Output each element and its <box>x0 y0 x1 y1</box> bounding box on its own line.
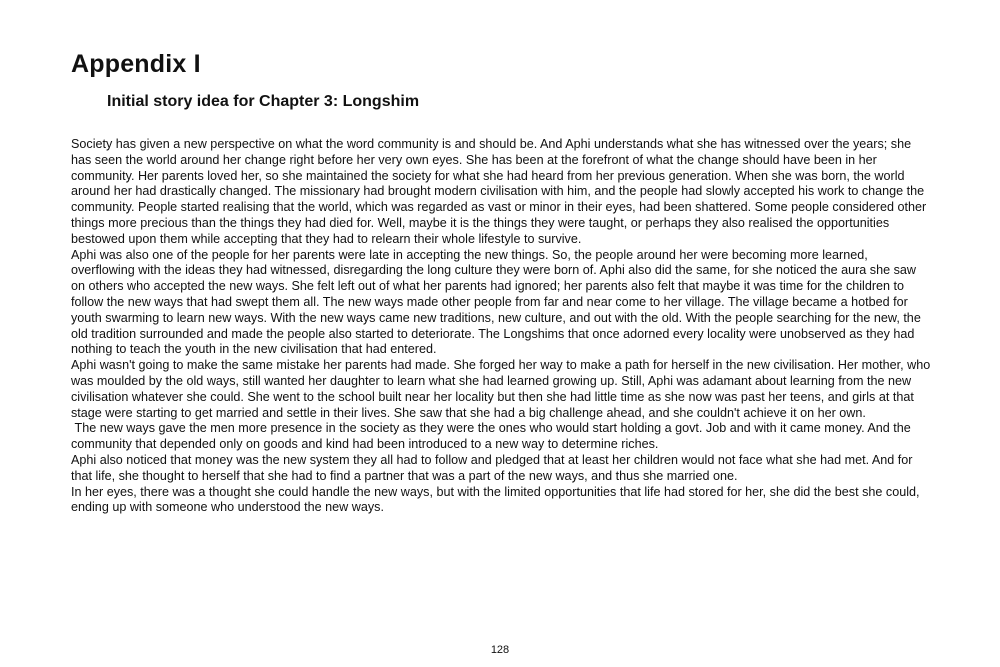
paragraph: Aphi also noticed that money was the new system they all had to follow and pledged that at least her children would not face what she had met. And for that life, she thought to herself that she had to find a partner that was a part of the new ways, and thus she married one. <box>71 452 913 483</box>
story-body <box>71 137 933 516</box>
paragraph: The new ways gave the men more presence in the society as they were the ones who would start holding a govt. Job and with it came money. And the community that depended only on goods and kind had been introduced to a new way to determine riches. <box>71 421 915 452</box>
paragraph: Aphi was also one of the people for her parents were late in accepting the new things. So, the people around her were becoming more learned, overflowing with the ideas they had witnessed, disregarding the long culture they were born of. Aphi also did the same, for she noticed the aura she saw on others who accepted the new ways. She felt left out of what her parents had ignored; her parents also felt that maybe it was time for the children to follow the new ways that had swept them all. The new ways made other people from far and near come to her village. The village became a hotbed for youth swarming to learn new ways. With the new ways came new traditions, new culture, and out with the old. With the people searching for the new, the old tradition surrounded and made the people also started to deteriorate. The Longshims that once adorned every locality were unobserved as they had nothing to teach the youth in the new civilisation that had entered. <box>71 247 921 357</box>
page-number: 128 <box>490 644 510 656</box>
section-subtitle: Initial story idea for Chapter 3: Longshim <box>107 93 420 110</box>
paragraph: Aphi wasn't going to make the same mistake her parents had made. She forged her way to make a path for herself in the new civilisation. Her mother, who was moulded by the old ways, still wanted her daughter to learn what she had learned growing up. Still, Aphi was adamant about learning from the new civilisation whatever she could. She went to the school built near her locality but then she had little time as she now was past her teens, and girls at that stage were starting to get married and settle in their lives. She saw that she had a big challenge ahead, and she couldn't achieve it on her own. <box>71 358 931 420</box>
page-title: Appendix I <box>71 50 201 78</box>
paragraph: In her eyes, there was a thought she could handle the new ways, but with the limited opportunities that life had stored for her, she did the best she could, ending up with someone who understood the new ways. <box>71 484 920 515</box>
paragraph: Society has given a new perspective on what the word community is and should be. And Aphi understands what she has witnessed over the years; she has seen the world around her change right before her very own eyes. She has been at the forefront of what the change should have been in her community. Her parents loved her, so she maintained the society for what she had heard from her previous generation. When she was born, the world around her had drastically changed. The missionary had brought modern civilisation with him, and the people had slowly accepted his work to change the community. People started realising that the world, which was regarded as vast or minor in their eyes, had been shattered. Some people considered other things more precious than the things they had died for. Well, maybe it is the things they were taught, or perhaps they also realised the opportunities bestowed upon them while accepting that they had to relearn their whole lifestyle to survive. <box>71 137 927 246</box>
